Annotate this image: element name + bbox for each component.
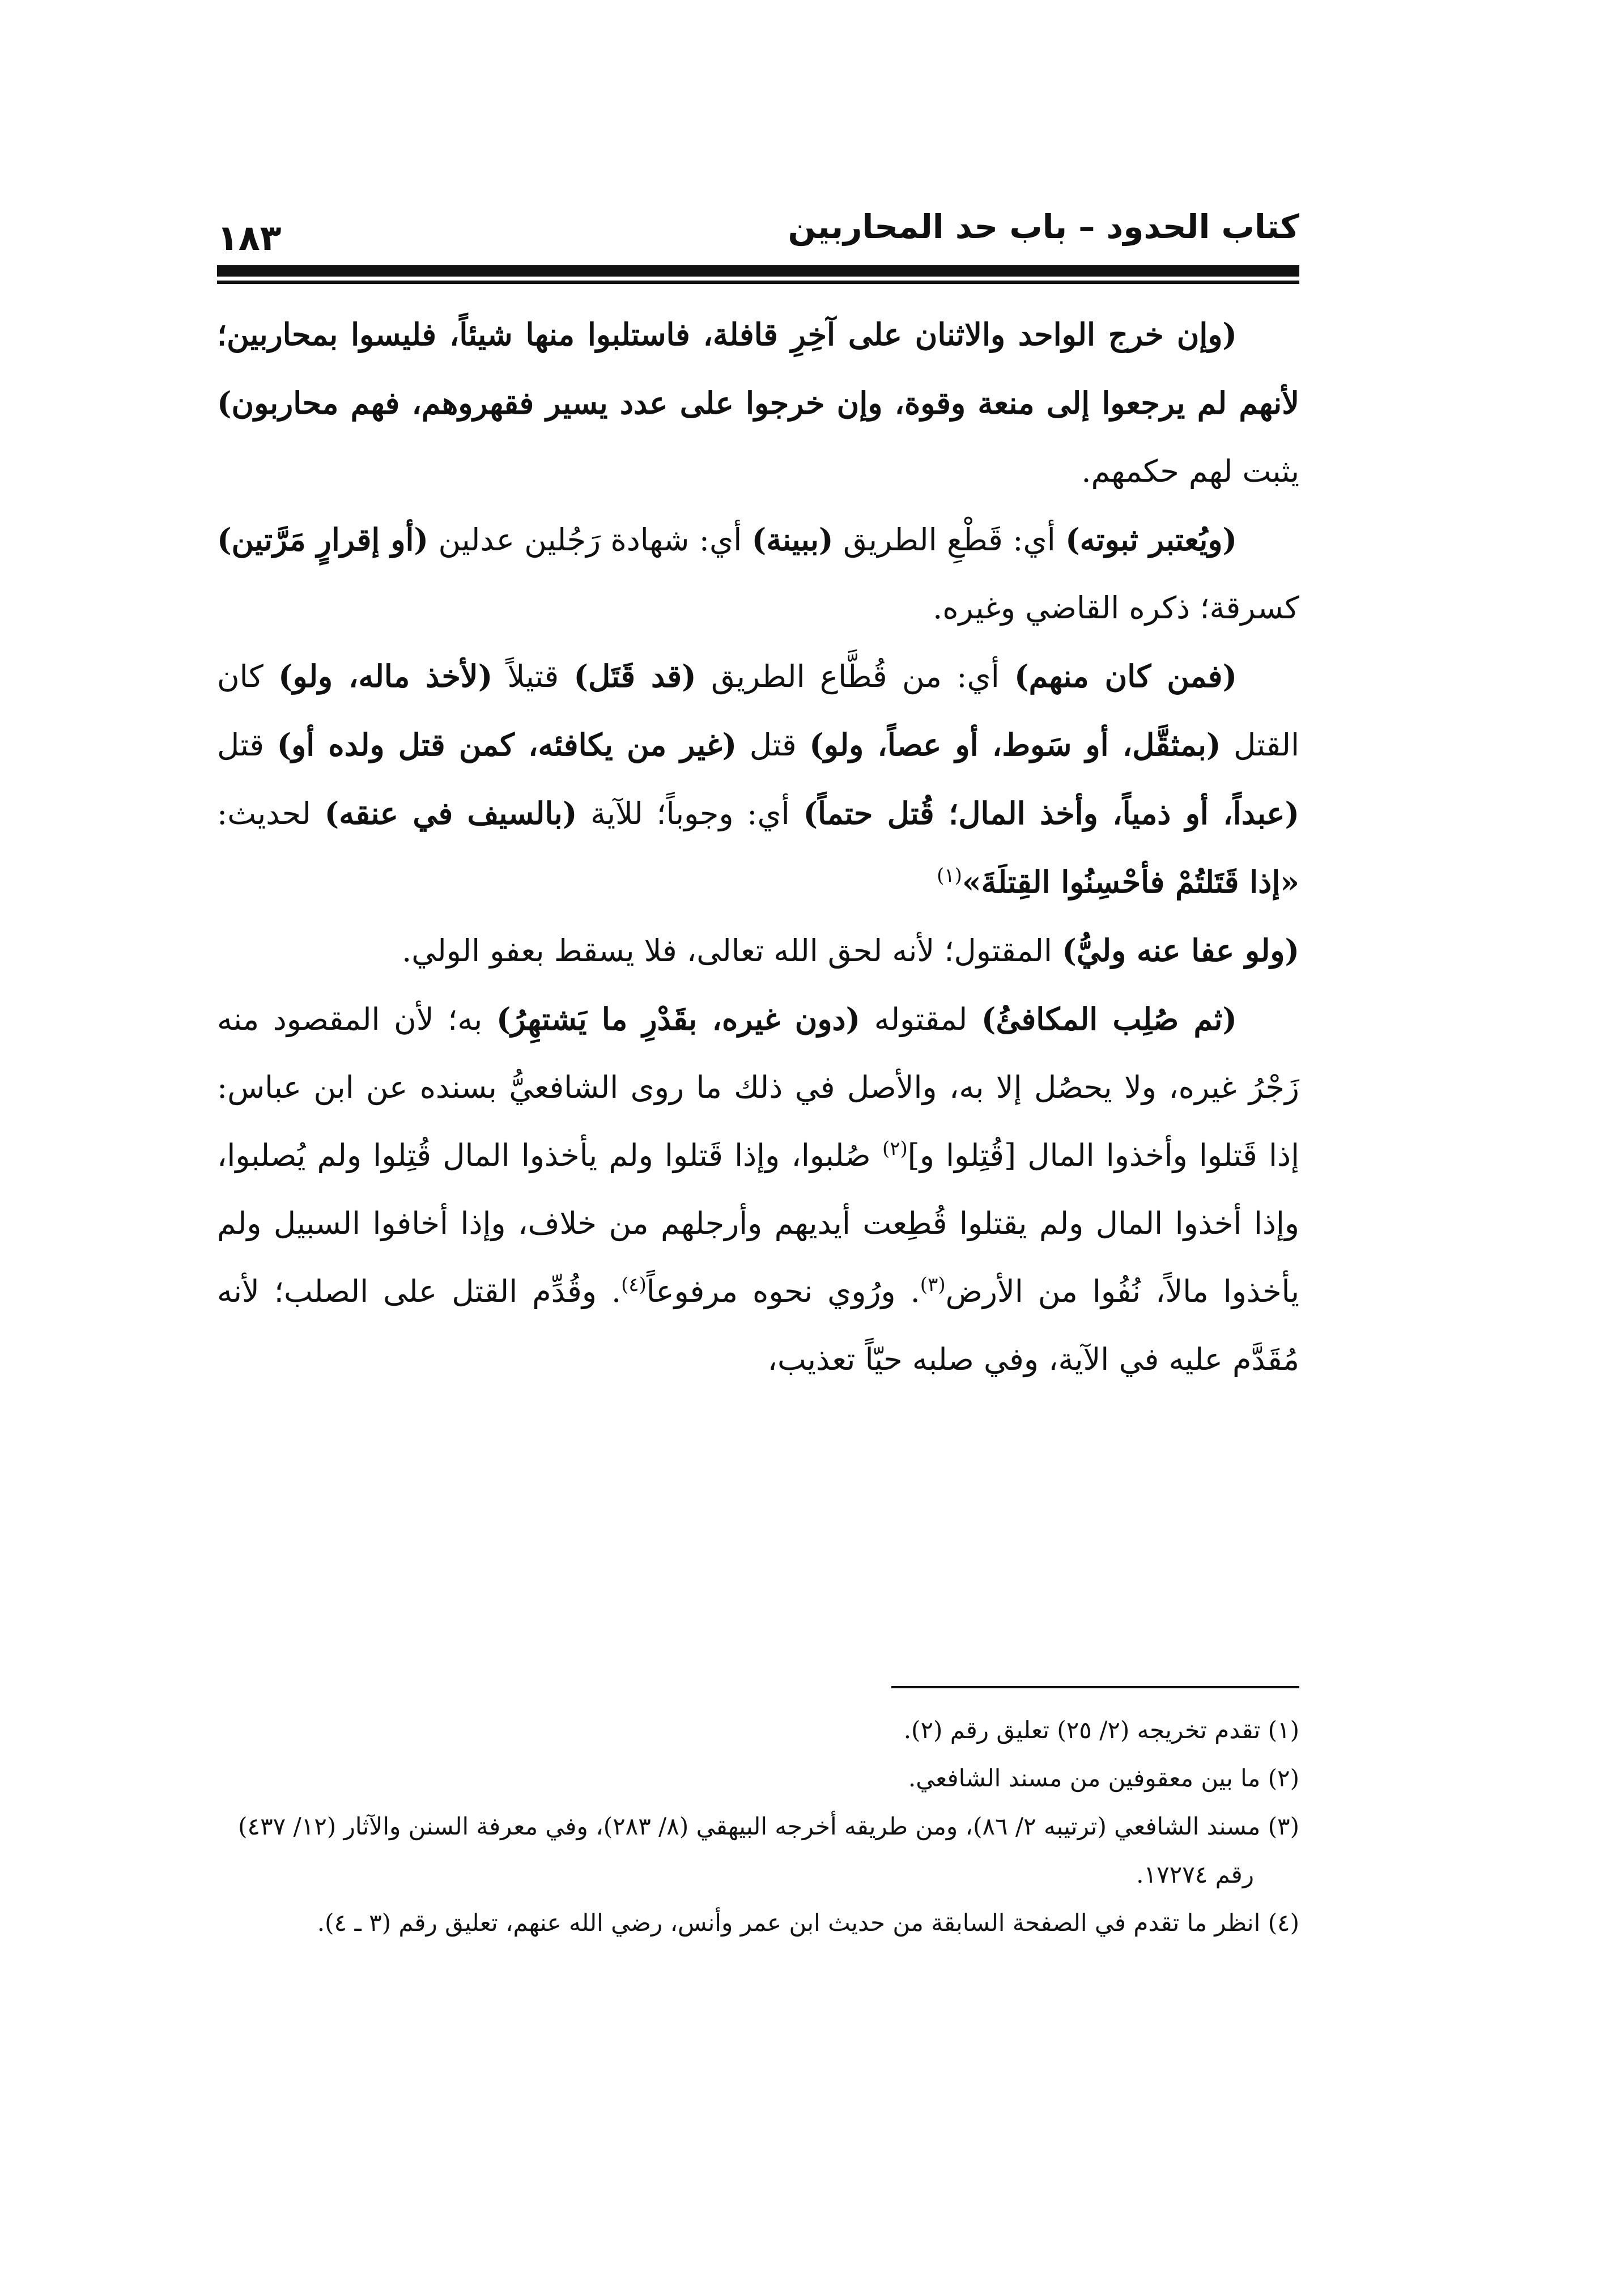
commentary-text: . ورُوي نحوه مرفوعاً xyxy=(646,1273,920,1309)
footnote-separator xyxy=(891,1686,1299,1688)
commentary-text: لحديث: xyxy=(217,796,325,831)
running-header xyxy=(217,201,1299,264)
footnote-text: ما بين معقوفين من مسند الشافعي. xyxy=(908,1764,1261,1792)
footnote-text: انظر ما تقدم في الصفحة السابقة من حديث ابن عمر وأنس، رضي الله عنهم، تعليق رقم (٣ ـ ٤). xyxy=(317,1909,1261,1937)
footnote-ref[interactable]: (٢) xyxy=(882,1137,908,1160)
commentary-text: لمقتوله xyxy=(860,1001,981,1037)
commentary-text: كان القتل xyxy=(217,659,1300,763)
commentary-text: المقتول؛ لأنه لحق الله تعالى، فلا يسقط بعفو الولي. xyxy=(402,933,1062,969)
bold-matn: (عبداً، أو ذمياً، وأخذ المال؛ قُتل حتماً) xyxy=(803,795,1299,831)
paragraph-2 xyxy=(217,506,1299,642)
bold-matn: (قد قَتَل) xyxy=(573,658,696,694)
header-rule-thin xyxy=(217,281,1299,284)
commentary-text: قتل xyxy=(737,727,810,763)
footnote-2 xyxy=(217,1754,1299,1802)
bold-matn: (دون غيره، بقَدْرِ ما يَشتهِرُ) xyxy=(496,1001,861,1037)
bold-matn: (ثم صُلِب المكافئُ) xyxy=(981,1001,1237,1037)
bold-matn: (ويُعتبر ثبوته) xyxy=(1065,521,1237,558)
bold-matn: (ببينة) xyxy=(751,521,834,558)
paragraph-4 xyxy=(217,985,1299,1394)
hadith-quote: «إذا قَتَلتُمْ فأحْسِنُوا القِتلَةَ» xyxy=(962,864,1299,900)
page-number: ١٨٣ xyxy=(217,217,282,258)
commentary-text: أي: شهادة رَجُلين عدلين xyxy=(428,522,752,558)
footnote-number: (٤) xyxy=(1268,1909,1299,1937)
commentary-text: صُلبوا، وإذا قَتلوا ولم يأخذوا المال قُتِلوا ولم يُصلبوا، وإذا أخذوا المال ولم يقتلوا قُطِعت أيديهم وأرجلهم من خلاف، وإذا أخافوا السبيل ولم يأخذوا مالاً، نُفُوا من الأرض xyxy=(217,1137,1299,1309)
footnote-ref[interactable]: (١) xyxy=(937,864,962,887)
footnote-4 xyxy=(217,1899,1299,1947)
header-rule-thick xyxy=(217,265,1299,277)
bold-matn: (بمثقَّل، أو سَوط، أو عصاً، ولو) xyxy=(809,727,1221,763)
footnote-3 xyxy=(217,1802,1299,1899)
footnote-number: (٢) xyxy=(1268,1764,1299,1792)
footnote-text: مسند الشافعي (ترتيبه ٢/ ٨٦)، ومن طريقه أخرجه البيهقي (٨/ ٢٨٣)، وفي معرفة السنن والآثار (١٢/ ٤٣٧) رقم ١٧٢٧٤. xyxy=(238,1812,1261,1888)
commentary-text: قتل xyxy=(217,727,277,763)
commentary-text: يثبت لهم حكمهم. xyxy=(1081,453,1299,489)
bold-matn: (فمن كان منهم) xyxy=(1014,658,1238,694)
commentary-text: به؛ لأن المقصود منه زَجْرُ غيره، ولا يحصُل إلا به، والأصل في ذلك ما روى الشافعيُّ بسنده عن ابن عباس: إذا قَتلوا وأخذوا المال [قُتِلوا و] xyxy=(217,1001,1300,1173)
commentary-text: كسرقة؛ ذكره القاضي وغيره. xyxy=(933,590,1299,626)
commentary-text: أي: قَطْعِ الطريق xyxy=(833,522,1066,558)
footnote-number: (٣) xyxy=(1268,1812,1299,1840)
commentary-text: أي: وجوباً؛ للآية xyxy=(577,796,804,831)
paragraph-1 xyxy=(217,300,1299,506)
bold-matn: (وإن خرج الواحد والاثنان على آخِرِ قافلة، فاستلبوا منها شيئاً، فليسوا بمحاربين؛ لأنهم لم يرجعوا إلى منعة وقوة، وإن خرجوا على عدد يسير فقهروهم، فهم محاربون) xyxy=(217,316,1299,421)
paragraph-3 xyxy=(217,642,1299,985)
commentary-text: أي: من قُطَّاع الطريق xyxy=(696,659,1015,694)
footnote-ref[interactable]: (٣) xyxy=(920,1273,946,1296)
bold-matn: (أو إقرارٍ مَرَّتين) xyxy=(217,521,429,558)
commentary-text: . وقُدِّم القتل على الصلب؛ لأنه مُقَدَّم عليه في الآية، وفي صلبه حيّاً تعذيب، xyxy=(217,1273,1299,1377)
footnote-number: (١) xyxy=(1268,1716,1299,1744)
bold-matn: (بالسيف في عنقه) xyxy=(324,795,577,831)
bold-matn: (لأخذ ماله، ولو) xyxy=(278,658,493,694)
footnotes xyxy=(217,1706,1299,1947)
main-text xyxy=(217,300,1299,1394)
header-title: كتاب الحدود – باب حد المحاربين xyxy=(788,207,1299,246)
bold-matn: (غير من يكافئه، كمن قتل ولده أو) xyxy=(277,727,737,763)
commentary-text: قتيلاً xyxy=(492,659,574,694)
footnote-1 xyxy=(217,1706,1299,1754)
bold-matn: (ولو عفا عنه وليُّ) xyxy=(1062,932,1299,969)
footnote-text: تقدم تخريجه (٢/ ٢٥) تعليق رقم (٢). xyxy=(903,1716,1261,1744)
footnote-ref[interactable]: (٤) xyxy=(621,1273,647,1296)
